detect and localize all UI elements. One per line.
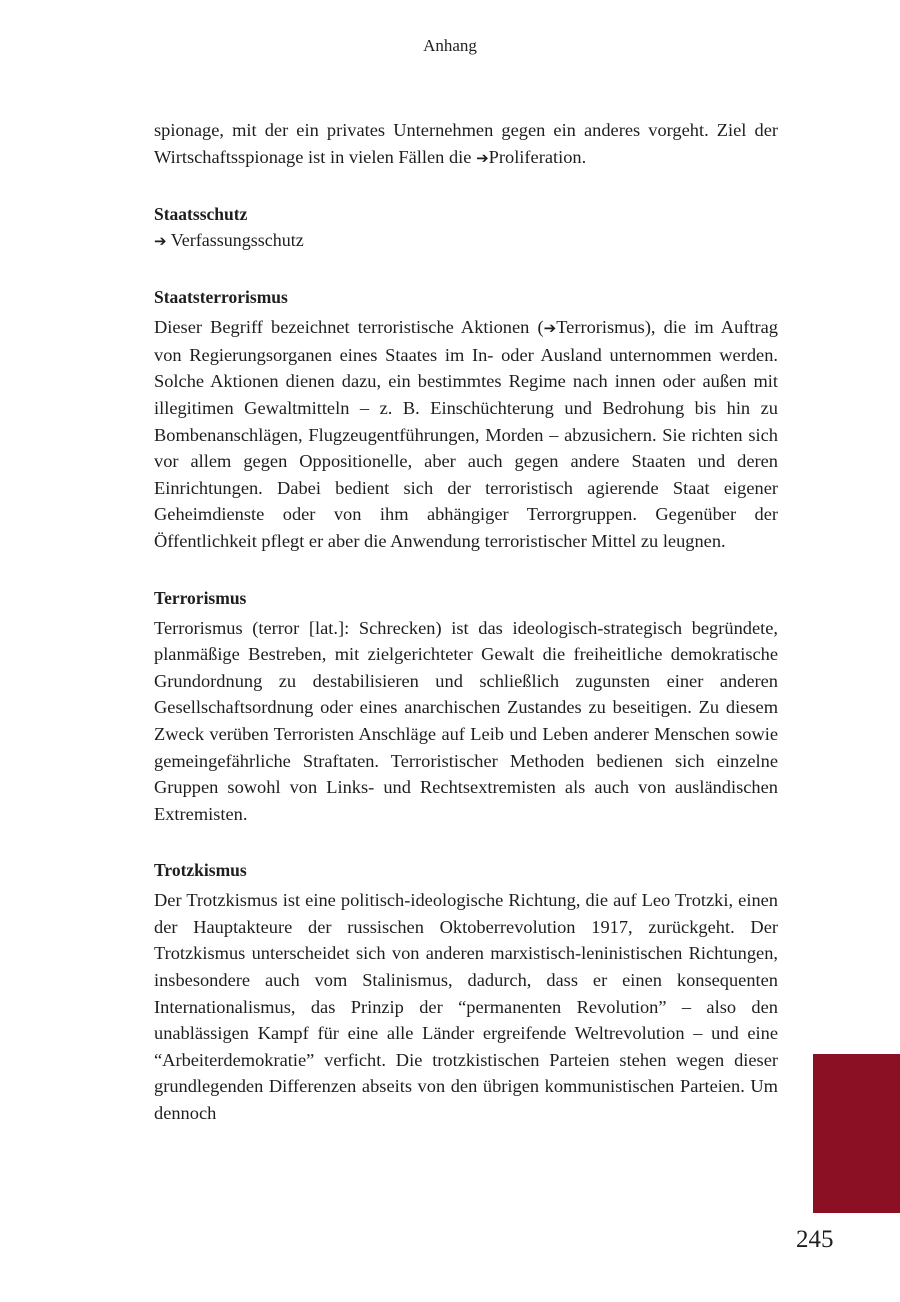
- entry-title-trotzkismus: Trotzkismus: [154, 860, 247, 881]
- page-number: 245: [796, 1226, 834, 1253]
- page-content: [154, 117, 778, 1127]
- entry-title-terrorismus: Terrorismus: [154, 587, 247, 608]
- running-head: Anhang: [423, 36, 477, 55]
- intro-text: spionage, mit der ein privates Unternehmen gegen ein anderes vorgeht. Ziel der Wirtschaftsspionage ist in vielen Fällen die: [154, 120, 778, 167]
- right-arrow-icon: ➔: [476, 148, 489, 167]
- entry-body-trotzkismus: Der Trotzkismus ist eine politisch-ideologische Richtung, die auf Leo Trotzki, einen der Hauptakteure der russischen Oktoberrevolution 1917, zurückgeht. Der Trotzkismus unterscheidet sich von anderen marxistisch-leninistischen Richtungen, insbesondere auch vom Stalinismus, dadurch, dass er einen konsequenten Internationalismus, das Prinzip der “permanenten Revolution” – also den unablässigen Kampf für eine alle Länder ergreifende Weltrevolution – und eine “Arbeiterdemokratie” verficht. Die trotzkistischen Parteien stehen wegen dieser grundlegenden Differenzen abseits von den übrigen kommunistischen Parteien. Um dennoch: [154, 890, 778, 1124]
- xref-verfassungsschutz[interactable]: Verfassungsschutz: [170, 230, 304, 251]
- entry-body-terrorismus: Terrorismus (terror [lat.]: Schrecken) ist das ideologisch-strategisch begründete, planmäßige Bestreben, mit zielgerichteter Gewalt die freiheitliche demokratische Grundordnung zu destabilisieren und schließlich zugunsten einer anderen Gesellschaftsordnung oder eines anarchischen Zustandes zu beseitigen. Zu diesem Zweck verüben Terroristen Anschläge auf Leib und Leben anderer Menschen sowie gemeingefährliche Straftaten. Terroristischer Methoden bedienen sich einzelne Gruppen sowohl von Links- und Rechtsextremisten als auch von ausländischen Extremisten.: [154, 617, 778, 824]
- thumb-index-tab: [813, 1054, 900, 1213]
- right-arrow-icon: ➔: [543, 319, 557, 338]
- entry-body-staatsterrorismus: Dieser Begriff bezeichnet terroristische Aktionen (➔Terrorismus), die im Auftrag von Regierungsorganen eines Staates im In- oder Ausland unternommen werden. Solche Aktionen dienen dazu, ein bestimmtes Regime nach innen oder außen mit illegitimen Gewaltmitteln – z. B. Einschüchterung und Bedrohung bis hin zu Bombenanschlägen, Flugzeugentführungen, Morden – abzusichern. Sie richten sich vor allem gegen Oppositionelle, aber auch gegen andere Staaten und deren Einrichtungen. Dabei bedient sich der terroristisch agierende Staat eigener Geheimdienste oder von ihm abhängiger Terrorgruppen. Gegenüber der Öffentlichkeit pflegt er aber die Anwendung terroristischer Mittel zu leugnen.: [154, 317, 778, 551]
- entry-title-staatsterrorismus: Staatsterrorismus: [154, 287, 288, 308]
- xref-proliferation[interactable]: Proliferation: [488, 146, 582, 167]
- xref-terrorismus[interactable]: Terrorismus: [556, 317, 645, 338]
- entry-xref-staatsschutz: [154, 227, 778, 254]
- right-arrow-icon: ➔: [154, 232, 167, 251]
- intro-paragraph: spionage, mit der ein privates Unternehmen gegen ein anderes vorgeht. Ziel der Wirtschaftsspionage ist in vielen Fällen die ➔Proliferation.: [154, 120, 778, 167]
- entry-title-staatsschutz: Staatsschutz: [154, 204, 248, 225]
